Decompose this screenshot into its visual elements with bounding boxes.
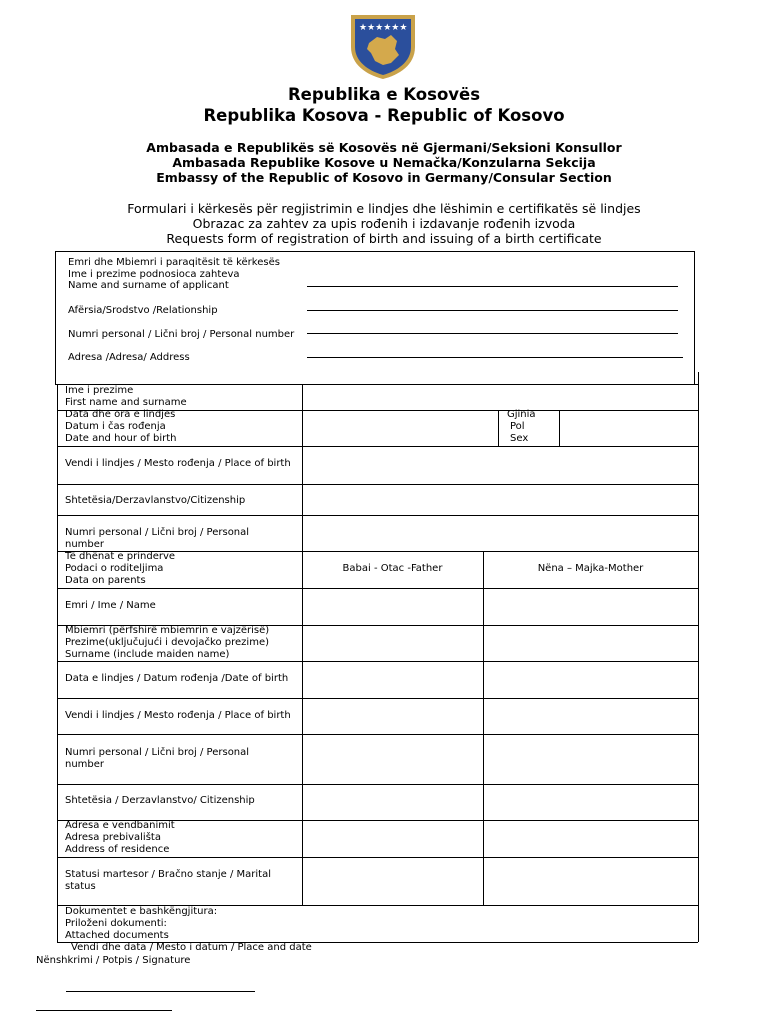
relationship-label: Afërsia/Srodstvo /Relationship (68, 305, 218, 316)
parent-personal-number-label-l2: number (65, 759, 105, 770)
embassy-sq: Ambasada e Republikës së Kosovës në Gjermani/Seksioni Konsullor (146, 140, 622, 155)
first-name-label-l1: Ime i prezime (65, 385, 134, 396)
form-title-en: Requests form of registration of birth and issuing of a birth certificate (166, 231, 602, 246)
parents-head-l3: Data on parents (65, 575, 146, 586)
sex-label-l3: Sex (510, 433, 529, 444)
mother-column-header: Nëna – Majka-Mother (537, 563, 644, 574)
place-date-line[interactable] (66, 991, 255, 992)
form-title-sr: Obrazac za zahtev za upis rođenih i izdavanje rođenih izvoda (192, 216, 576, 231)
parent-surname-label-l2: Prezime(uključujući i devojačko prezime) (65, 637, 269, 648)
embassy-sr: Ambasada Republike Kosove u Nemačka/Konzularna Sekcija (172, 155, 596, 170)
title-sq: Republika e Kosovës (287, 85, 481, 104)
kosovo-coat-of-arms (349, 13, 417, 81)
dob-label-l2: Datum i čas rođenja (65, 421, 166, 432)
address-field[interactable] (307, 357, 683, 358)
parent-surname-label-l1: Mbiemri (përfshirë mbiemrin e vajzërisë) (65, 625, 270, 636)
applicant-personal-number-label: Numri personal / Lični broj / Personal number (68, 329, 295, 340)
form-title-sq: Formulari i kërkesës për regjistrimin e lindjes dhe lëshimin e certifikatës së lindjes (127, 201, 641, 216)
address-label: Adresa /Adresa/ Address (68, 352, 190, 363)
parent-place-of-birth-label: Vendi i lindjes / Mesto rođenja / Place of birth (65, 710, 291, 721)
father-column-header: Babai - Otac -Father (342, 563, 443, 574)
star-icon (359, 23, 407, 33)
signature-label: Nënshkrimi / Potpis / Signature (36, 955, 191, 966)
child-place-of-birth-label: Vendi i lindjes / Mesto rođenja / Place of birth (65, 458, 291, 469)
parent-citizenship-label: Shtetësia / Derzavlanstvo/ Citizenship (65, 795, 255, 806)
child-personal-number-label-l1: Numri personal / Lični broj / Personal (65, 527, 250, 538)
parent-marital-label-l1: Statusi martesor / Bračno stanje / Marital (65, 869, 272, 880)
parent-personal-number-label-l1: Numri personal / Lični broj / Personal (65, 747, 250, 758)
sex-label-l1: Gjinia (507, 409, 536, 420)
applicant-name-label-en: Name and surname of applicant (68, 280, 229, 291)
child-citizenship-label: Shtetësia/Derzavlanstvo/Citizenship (65, 495, 246, 506)
place-date-label: Vendi dhe data / Mesto i datum / Place and date (71, 942, 312, 953)
applicant-name-label-sr: Ime i prezime podnosioca zahteva (68, 269, 240, 280)
parent-address-label-l1: Adresa e vendbanimit (65, 820, 175, 831)
parent-marital-label-l2: status (65, 881, 96, 892)
docs-label-l3: Attached documents (65, 930, 169, 941)
applicant-personal-number-field[interactable] (307, 333, 678, 334)
svg-text:★★★★★★: ★★★★★★ (359, 23, 408, 33)
child-personal-number-label-l2: number (65, 539, 105, 550)
dob-label-l1: Data dhe ora e lindjes (65, 409, 176, 420)
docs-label-l1: Dokumentet e bashkëngjitura: (65, 906, 218, 917)
parent-name-label: Emri / Ime / Name (65, 600, 156, 611)
parent-address-label-l3: Address of residence (65, 844, 170, 855)
applicant-name-field[interactable] (307, 286, 678, 287)
parent-address-label-l2: Adresa prebivališta (65, 832, 161, 843)
parent-dob-label: Data e lindjes / Datum rođenja /Date of birth (65, 673, 289, 684)
parents-head-l1: Të dhënat e prinderve (65, 551, 176, 562)
signature-line[interactable] (36, 1010, 172, 1011)
dob-label-l3: Date and hour of birth (65, 433, 177, 444)
first-name-label-l2: First name and surname (65, 397, 187, 408)
applicant-name-label-sq: Emri dhe Mbiemri i paraqitësit të kërkesës (68, 257, 280, 268)
parent-surname-label-l3: Surname (include maiden name) (65, 649, 230, 660)
embassy-en: Embassy of the Republic of Kosovo in Germany/Consular Section (156, 170, 612, 185)
docs-label-l2: Priloženi dokumenti: (65, 918, 167, 929)
sex-label-l2: Pol (510, 421, 525, 432)
relationship-field[interactable] (307, 310, 678, 311)
title-sr-en: Republika Kosova - Republic of Kosovo (203, 106, 565, 125)
parents-head-l2: Podaci o roditeljima (65, 563, 164, 574)
